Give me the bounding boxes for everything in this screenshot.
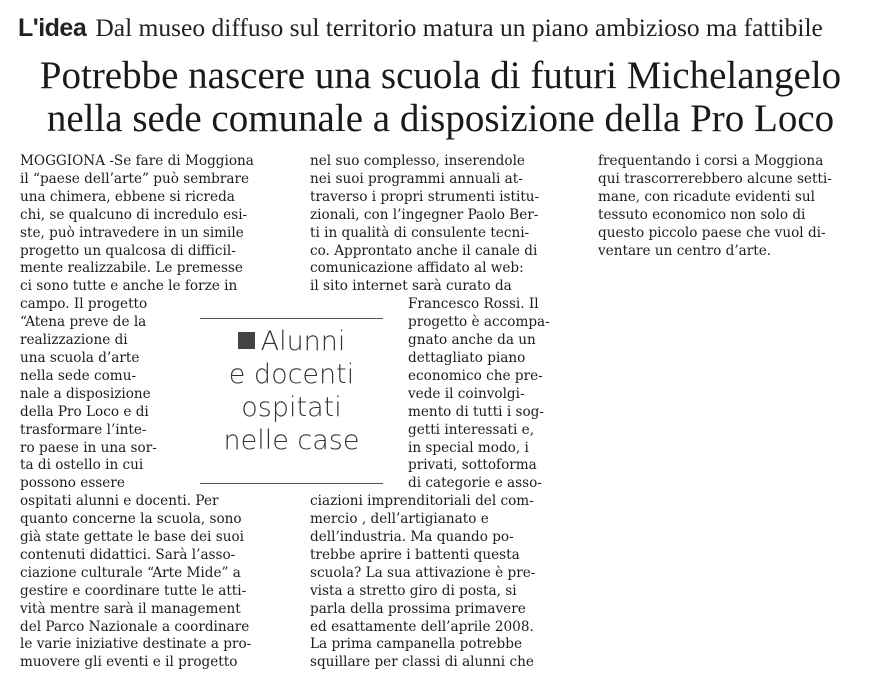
text-line: il “paese dell’arte” può sembrare: [20, 170, 250, 187]
text-line: trebbe aprire i battenti questa: [310, 546, 520, 563]
text-line: già state gettate le base dei suoi: [20, 529, 244, 546]
text-line: vista a stretto giro di posta, si: [310, 582, 517, 599]
text-line: realizzazione di: [20, 332, 128, 349]
text-line: ti in qualità di consulente tecni-: [310, 224, 530, 241]
text-line: zionali, con l’ingegner Paolo Ber-: [310, 206, 539, 223]
body-column-3: [598, 153, 862, 260]
kicker: [18, 13, 868, 47]
text-line: campo. Il progetto: [20, 296, 148, 313]
text-line: ospitati alunni e docenti. Per: [20, 493, 219, 510]
text-line: ro paese in una sor-: [20, 439, 157, 456]
text-line: Francesco Rossi. Il: [408, 296, 539, 313]
text-line: dettagliato piano: [408, 349, 526, 366]
headline-line: nella sede comunale a disposizione della Pro Loco: [46, 97, 835, 140]
text-line: ta di ostello in cui: [20, 457, 144, 474]
text-line: comunicazione affidato al web:: [310, 260, 524, 277]
pull-quote: [200, 318, 383, 484]
text-line: qui trascorrerebbero alcune setti-: [598, 170, 832, 187]
text-line: in special modo, i: [408, 439, 529, 456]
kicker-tag: L'idea: [18, 14, 87, 42]
text-line: del Parco Nazionale a coordinare: [20, 618, 250, 635]
text-line: tessuto economico non solo di: [598, 206, 806, 223]
text-line: gnato anche da un: [408, 332, 536, 349]
text-line: mane, con ricadute evidenti sul: [598, 188, 815, 205]
text-line: ed esattamente dell’aprile 2008.: [310, 618, 534, 635]
headline: [0, 54, 881, 140]
text-line: vede il coinvolgi-: [408, 385, 525, 402]
text-line: mente realizzabile. Le premesse: [20, 260, 243, 277]
text-line: ciazioni imprenditoriali del com-: [310, 493, 534, 510]
text-line: progetto è accompa-: [408, 314, 550, 331]
text-line: traverso i propri strumenti istitu-: [310, 188, 540, 205]
text-line: quanto concerne la scuola, sono: [20, 511, 242, 528]
text-line: una chimera, ebbene si ricreda: [20, 188, 235, 205]
text-line: frequentando i corsi a Moggiona: [598, 153, 824, 169]
text-line: nale a disposizione: [20, 385, 151, 402]
text-line: parla della prossima primavere: [310, 600, 526, 617]
text-line: di categorie e asso-: [408, 475, 542, 492]
text-line: economico che pre-: [408, 367, 543, 384]
square-bullet-icon: [238, 332, 255, 349]
text-line: ciazione culturale “Arte Mide” a: [20, 564, 241, 581]
pull-quote-line: [200, 325, 383, 358]
text-line: dell’industria. Ma quando po-: [310, 529, 514, 546]
text-line: ste, può intravedere in un simile: [20, 224, 244, 241]
text-line: nei suoi programmi annuali at-: [310, 170, 523, 187]
text-line: ci sono tutte e anche le forze in: [20, 278, 238, 295]
text-line: “Atena preve de la: [20, 314, 147, 331]
text-line: mercio , dell’artigianato e: [310, 511, 489, 528]
text-line: ventare un centro d’arte.: [598, 242, 772, 259]
text-line: una scuola d’arte: [20, 349, 140, 366]
text-line: il sito internet sarà curato da: [310, 278, 512, 295]
text-line: mento di tutti i sog-: [408, 403, 544, 420]
kicker-subtitle: Dal museo diffuso sul territorio matura un piano ambizioso ma fattibile: [95, 13, 823, 42]
text-line: nel suo complesso, inserendole: [310, 153, 525, 169]
text-line: MOGGIONA -Se fare di Moggiona: [20, 153, 254, 169]
text-line: contenuti didattici. Sarà l’asso-: [20, 546, 236, 563]
text-line: squillare per classi di alunni che: [310, 654, 534, 671]
text-line: questo piccolo paese che vuol di-: [598, 224, 826, 241]
text-line: nella sede comu-: [20, 367, 137, 384]
text-line: La prima campanella potrebbe: [310, 636, 522, 653]
text-line: gestire e coordinare tutte le atti-: [20, 582, 247, 599]
pull-quote-line: e docenti: [228, 359, 355, 390]
text-line: vità mentre sarà il management: [20, 600, 241, 617]
text-line: trasformare l’inte-: [20, 421, 147, 438]
text-line: possono essere: [20, 475, 125, 492]
headline-line: Potrebbe nascere una scuola di futuri Michelangelo: [39, 54, 842, 97]
text-line: co. Approntato anche il canale di: [310, 242, 538, 259]
pull-quote-text: Alunni: [260, 326, 346, 357]
text-line: getti interessati e,: [408, 421, 535, 438]
pull-quote-line: nelle case: [223, 425, 360, 456]
text-line: chi, se qualcuno di incredulo esi-: [20, 206, 248, 223]
text-line: muovere gli eventi e il progetto: [20, 654, 238, 671]
pull-quote-line: ospitati: [241, 392, 342, 423]
text-line: privati, sottoforma: [408, 457, 537, 474]
text-line: le varie iniziative destinate a pro-: [20, 636, 252, 653]
text-line: scuola? La sua attivazione è pre-: [310, 564, 536, 581]
text-line: progetto un qualcosa di difficil-: [20, 242, 236, 259]
text-line: della Pro Loco e di: [20, 403, 149, 420]
